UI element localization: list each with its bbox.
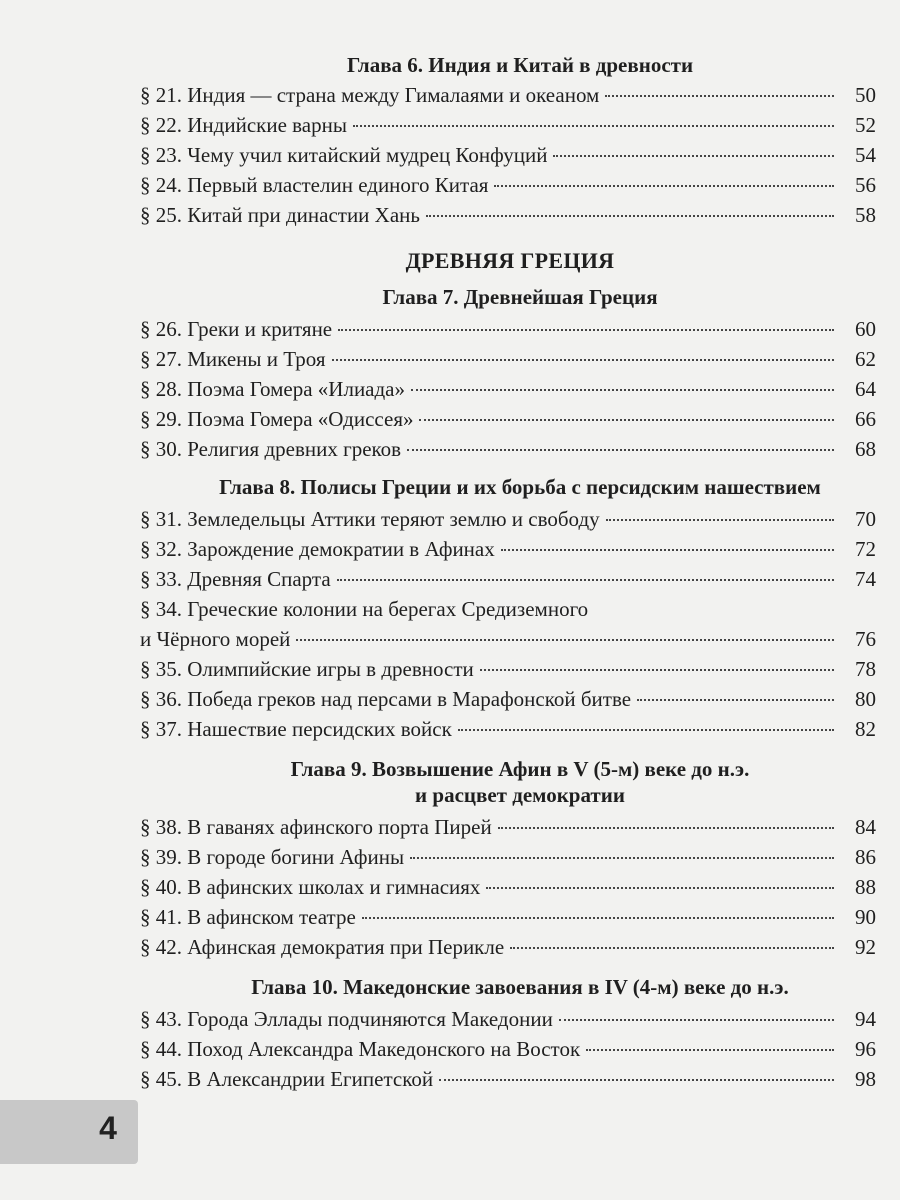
entry-title: § 29. Поэма Гомера «Одиссея»: [140, 407, 414, 431]
entry-page: 76: [855, 627, 876, 651]
entry-title: § 23. Чему учил китайский мудрец Конфуций: [140, 143, 548, 167]
entry-title: § 21. Индия — страна между Гималаями и океаном: [140, 83, 600, 107]
toc-entry[interactable]: [140, 1034, 880, 1064]
chapter-7-heading: Глава 7. Древнейшая Греция: [382, 285, 658, 309]
entry-page: 78: [855, 657, 876, 681]
dot-leader: [337, 579, 834, 581]
dot-leader: [637, 699, 834, 701]
entry-page: 62: [855, 347, 876, 371]
toc-entry[interactable]: [140, 872, 880, 902]
toc-entry[interactable]: [140, 1064, 880, 1094]
entry-title: § 24. Первый властелин единого Китая: [140, 173, 489, 197]
toc-entry[interactable]: [140, 714, 880, 744]
dot-leader: [338, 329, 834, 331]
chapter-9-heading-line2: и расцвет демократии: [415, 783, 625, 807]
dot-leader: [494, 185, 834, 187]
dot-leader: [510, 947, 834, 949]
toc-entry[interactable]: [140, 812, 880, 842]
entry-title: § 26. Греки и критяне: [140, 317, 333, 341]
entry-title: § 39. В городе богини Афины: [140, 845, 405, 869]
toc-entry[interactable]: [140, 504, 880, 534]
entry-title: § 38. В гаванях афинского порта Пирей: [140, 815, 492, 839]
entry-page: 82: [855, 717, 876, 741]
entry-page: 88: [855, 875, 876, 899]
entry-page: 54: [855, 143, 876, 167]
chapter-6-heading: Глава 6. Индия и Китай в древности: [346, 53, 694, 77]
entry-title: § 22. Индийские варны: [140, 113, 347, 137]
chapter-10-heading: Глава 10. Македонские завоевания в IV (4-м) веке до н.э.: [251, 975, 789, 999]
entry-title: § 33. Древняя Спарта: [140, 567, 331, 591]
dot-leader: [332, 359, 834, 361]
dot-leader: [296, 639, 834, 641]
toc-entry[interactable]: [140, 170, 880, 200]
toc-entry[interactable]: [140, 80, 880, 110]
entry-page: 52: [855, 113, 876, 137]
entry-page: 64: [855, 377, 876, 401]
dot-leader: [458, 729, 834, 731]
toc-entry[interactable]: [140, 594, 880, 654]
entry-title: § 32. Зарождение демократии в Афинах: [140, 537, 495, 561]
dot-leader: [407, 449, 834, 451]
entry-title-continuation: и Чёрного морей: [140, 627, 291, 651]
entry-title: § 40. В афинских школах и гимнасиях: [140, 875, 481, 899]
dot-leader: [498, 827, 834, 829]
chapter-8-heading: Глава 8. Полисы Греции и их борьба с персидским нашествием: [219, 475, 821, 499]
section-heading-ancient-greece: ДРЕВНЯЯ ГРЕЦИЯ: [405, 248, 615, 273]
entry-title: § 45. В Александрии Египетской: [140, 1067, 434, 1091]
entry-page: 84: [855, 815, 876, 839]
toc-entry[interactable]: [140, 404, 880, 434]
dot-leader: [586, 1049, 834, 1051]
entry-page: 68: [855, 437, 876, 461]
dot-leader: [419, 419, 834, 421]
entry-page: 70: [855, 507, 876, 531]
chapter-9-heading-line1: Глава 9. Возвышение Афин в V (5-м) веке до н.э.: [290, 757, 750, 781]
entry-title: § 31. Земледельцы Аттики теряют землю и свободу: [140, 507, 600, 531]
toc-entry[interactable]: [140, 314, 880, 344]
toc-entry[interactable]: [140, 932, 880, 962]
toc-entry[interactable]: [140, 842, 880, 872]
entry-page: 96: [855, 1037, 876, 1061]
toc-entry[interactable]: [140, 654, 880, 684]
dot-leader: [606, 519, 834, 521]
dot-leader: [362, 917, 834, 919]
entry-title: § 30. Религия древних греков: [140, 437, 402, 461]
dot-leader: [559, 1019, 834, 1021]
toc-entry[interactable]: [140, 374, 880, 404]
toc-entry[interactable]: [140, 344, 880, 374]
toc-entry[interactable]: [140, 534, 880, 564]
entry-title: § 42. Афинская демократия при Перикле: [140, 935, 505, 959]
toc-entry[interactable]: [140, 564, 880, 594]
toc-entry[interactable]: [140, 140, 880, 170]
entry-page: 60: [855, 317, 876, 341]
entry-title: § 34. Греческие колонии на берегах Средиземного: [140, 597, 589, 621]
entry-page: 94: [855, 1007, 876, 1031]
entry-page: 80: [855, 687, 876, 711]
dot-leader: [353, 125, 834, 127]
toc-entry[interactable]: [140, 1004, 880, 1034]
entry-title: § 43. Города Эллады подчиняются Македонии: [140, 1007, 553, 1031]
entry-page: 56: [855, 173, 876, 197]
dot-leader: [410, 857, 834, 859]
entry-title: § 28. Поэма Гомера «Илиада»: [140, 377, 406, 401]
toc-entry[interactable]: [140, 200, 880, 230]
entry-page: 66: [855, 407, 876, 431]
dot-leader: [439, 1079, 834, 1081]
entry-title: § 25. Китай при династии Хань: [140, 203, 420, 227]
dot-leader: [501, 549, 834, 551]
entry-title-continuation-row: [140, 624, 876, 654]
entry-title: § 44. Поход Александра Македонского на Восток: [140, 1037, 581, 1061]
entry-page: 90: [855, 905, 876, 929]
entry-page: 74: [855, 567, 876, 591]
dot-leader: [553, 155, 834, 157]
toc-entry[interactable]: [140, 902, 880, 932]
entry-page: 98: [855, 1067, 876, 1091]
toc-entry[interactable]: [140, 434, 880, 464]
dot-leader: [411, 389, 834, 391]
dot-leader: [605, 95, 834, 97]
entry-page: 72: [855, 537, 876, 561]
dot-leader: [426, 215, 834, 217]
entry-title: § 37. Нашествие персидских войск: [140, 717, 452, 741]
entry-title: § 41. В афинском театре: [140, 905, 356, 929]
entry-title: § 36. Победа греков над персами в Марафонской битве: [140, 687, 632, 711]
dot-leader: [480, 669, 834, 671]
table-of-contents: [140, 52, 880, 1094]
entry-title: § 27. Микены и Троя: [140, 347, 326, 371]
entry-page: 86: [855, 845, 876, 869]
entry-page: 58: [855, 203, 876, 227]
dot-leader: [486, 887, 834, 889]
toc-entry[interactable]: [140, 684, 880, 714]
entry-page: 92: [855, 935, 876, 959]
page-number: 4: [99, 1110, 117, 1146]
entry-page: 50: [855, 83, 876, 107]
toc-entry[interactable]: [140, 110, 880, 140]
entry-title: § 35. Олимпийские игры в древности: [140, 657, 474, 681]
